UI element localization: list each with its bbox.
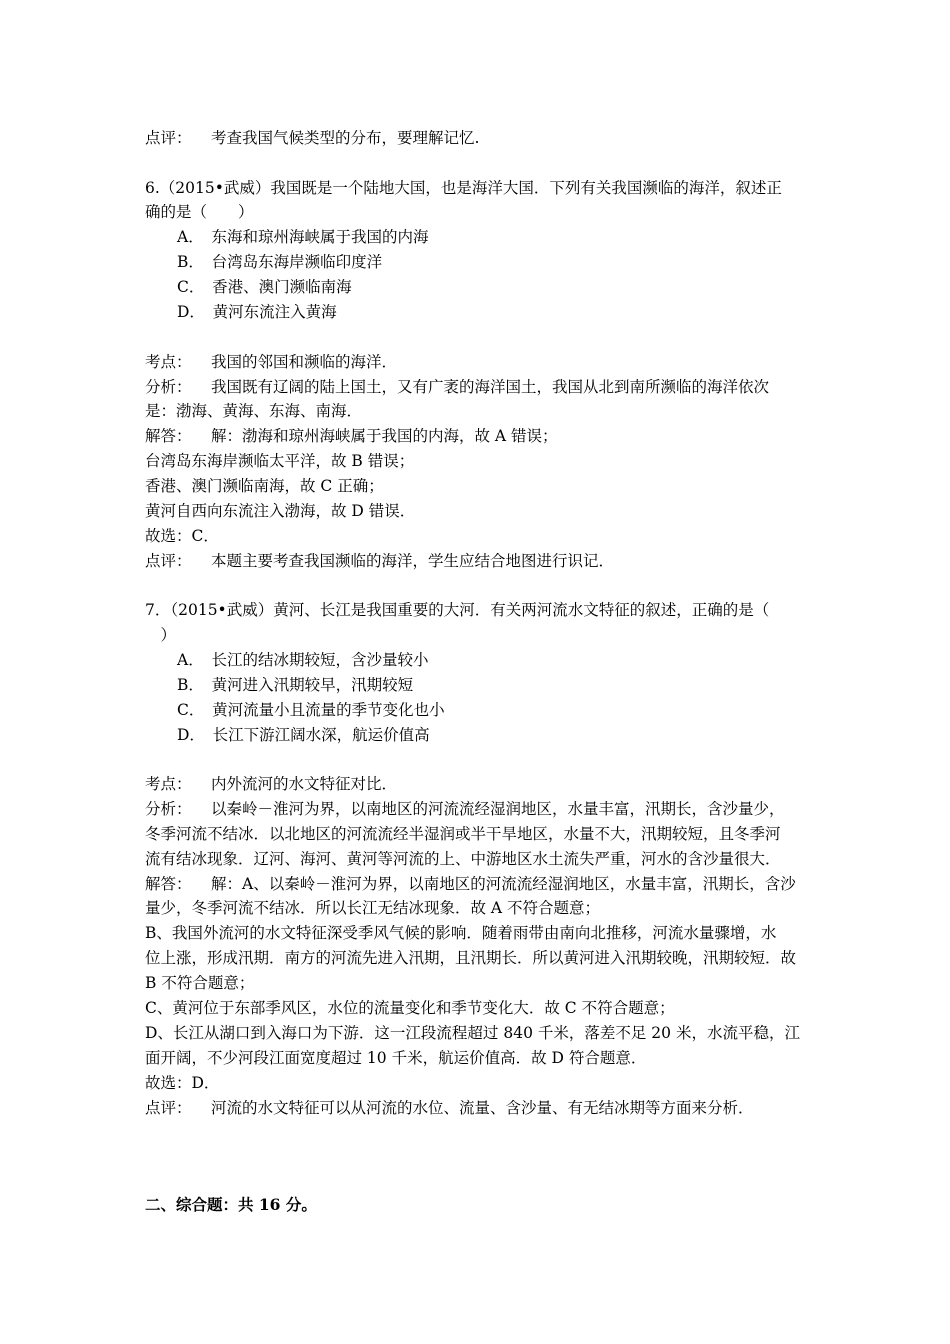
q6-option-a: A． 东海和琼州海峡属于我国的内海	[177, 228, 429, 246]
prev-comment	[145, 127, 813, 149]
q6-answer: 故选：C．	[145, 527, 219, 545]
q7-answer: 故选：D．	[145, 1074, 220, 1092]
q6-jieda-line: 香港、澳门濒临南海，故 C 正确；	[145, 477, 384, 495]
q7-option-d: D． 长江下游江阔水深，航运价值高	[177, 726, 430, 744]
q6-jieda	[145, 425, 813, 447]
q6-fenxi	[145, 376, 813, 398]
q7-jieda-line: B 不符合题意；	[145, 974, 255, 992]
q7-jieda	[145, 873, 813, 895]
q6-dianping	[145, 550, 813, 572]
q6-jieda-line: 台湾岛东海岸濒临太平洋，故 B 错误；	[145, 452, 415, 470]
q7-stem-line2: ）	[145, 626, 177, 644]
q7-kaodian	[145, 773, 813, 795]
q6-fenxi-line2: 是：渤海、黄海、东海、南海．	[145, 402, 363, 420]
q7-jieda-line: 位上涨，形成汛期．南方的河流先进入汛期，且汛期长．所以黄河进入汛期较晚，汛期较短．故	[145, 949, 797, 967]
q6-option-d: D． 黄河东流注入黄海	[177, 303, 337, 321]
q7-option-b: B． 黄河进入汛期较早，汛期较短	[177, 676, 414, 694]
q7-fenxi-line: 流有结冰现象．辽河、海河、黄河等河流的上、中游地区水土流失严重，河水的含沙量很大．	[145, 850, 781, 868]
kaodian-label: 考点：	[145, 775, 192, 793]
kaodian-text: 我国的邻国和濒临的海洋．	[211, 353, 398, 371]
fenxi-text: 我国既有辽阔的陆上国土，又有广袤的海洋国土，我国从北到南所濒临的海洋依次	[211, 378, 770, 396]
q7-dianping	[145, 1097, 813, 1119]
fenxi-label: 分析：	[145, 800, 192, 818]
dianping-text: 本题主要考查我国濒临的海洋，学生应结合地图进行识记．	[211, 552, 615, 570]
fenxi-label: 分析：	[145, 378, 192, 396]
q7-option-c: C． 黄河流量小且流量的季节变化也小	[177, 701, 445, 719]
dianping-text: 河流的水文特征可以从河流的水位、流量、含沙量、有无结冰期等方面来分析．	[211, 1099, 754, 1117]
jieda-text: 解：渤海和琼州海峡属于我国的内海，故 A 错误；	[211, 427, 558, 445]
q7-stem-line1: 7．（2015•武威）黄河、长江是我国重要的大河．有关两河流水文特征的叙述，正确的是（	[145, 601, 770, 619]
section-title: 二、综合题：共 16 分。	[145, 1195, 317, 1214]
q7-fenxi-line: 冬季河流不结冰．以北地区的河流流经半湿润或半干旱地区，水量不大，汛期较短，且冬季河	[145, 825, 781, 843]
q6-option-c: C． 香港、澳门濒临南海	[177, 278, 352, 296]
q6-stem-line1: 6.（2015•武威）我国既是一个陆地大国，也是海洋大国．下列有关我国濒临的海洋，叙述正	[145, 179, 782, 197]
q6-option-b: B． 台湾岛东海岸濒临印度洋	[177, 253, 383, 271]
fenxi-text: 以秦岭－淮河为界，以南地区的河流流经湿润地区，水量丰富，汛期长，含沙量少，	[211, 800, 785, 818]
jieda-text: 解：A、以秦岭－淮河为界，以南地区的河流流经湿润地区，水量丰富，汛期长，含沙	[211, 875, 796, 893]
q7-jieda-line: D、长江从湖口到入海口为下游．这一江段流程超过 840 千米，落差不足 20 米，水流平稳，江	[145, 1024, 800, 1042]
q7-jieda-line: B、我国外流河的水文特征深受季风气候的影响．随着雨带由南向北推移，河流水量骤增，水	[145, 924, 777, 942]
q7-jieda-line: C、黄河位于东部季风区，水位的流量变化和季节变化大．故 C 不符合题意；	[145, 999, 675, 1017]
dianping-label: 点评：	[145, 552, 192, 570]
q6-stem-line2: 确的是（ ）	[145, 203, 254, 221]
q6-jieda-line: 黄河自西向东流注入渤海，故 D 错误．	[145, 502, 416, 520]
kaodian-text: 内外流河的水文特征对比．	[211, 775, 398, 793]
comment-label: 点评：	[145, 129, 192, 147]
q7-jieda-line: 面开阔，不少河段江面宽度超过 10 千米，航运价值高．故 D 符合题意．	[145, 1049, 647, 1067]
q6-kaodian	[145, 351, 813, 373]
kaodian-label: 考点：	[145, 353, 192, 371]
comment-text: 考查我国气候类型的分布，要理解记忆.	[211, 129, 480, 147]
jieda-label: 解答：	[145, 875, 192, 893]
q7-option-a: A． 长江的结冰期较短，含沙量较小	[177, 651, 429, 669]
q7-jieda-line: 量少，冬季河流不结冰．所以长江无结冰现象．故 A 不符合题意；	[145, 899, 601, 917]
q7-fenxi	[145, 798, 813, 820]
dianping-label: 点评：	[145, 1099, 192, 1117]
jieda-label: 解答：	[145, 427, 192, 445]
